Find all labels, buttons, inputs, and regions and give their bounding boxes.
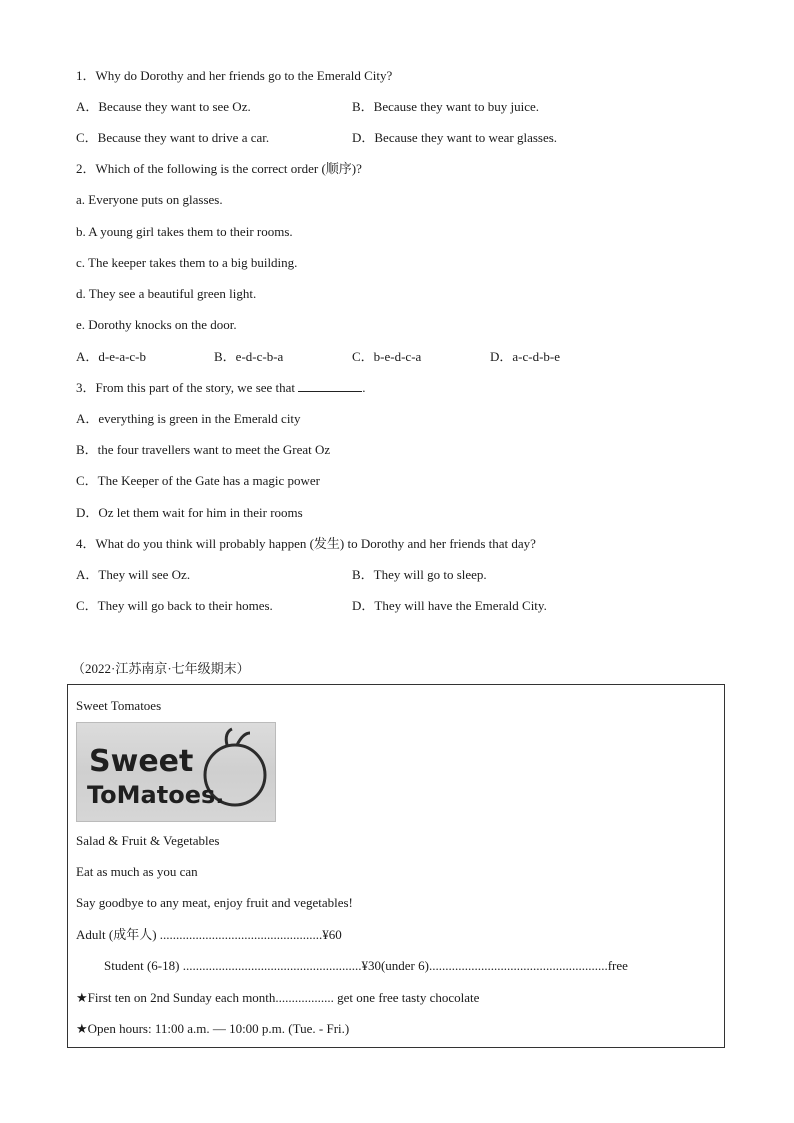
logo-text-tomatoes: ToMatoes. bbox=[87, 781, 225, 809]
ad-title: Sweet Tomatoes bbox=[76, 698, 162, 713]
question-2-event-a: a. Everyone puts on glasses. bbox=[76, 192, 223, 207]
question-3-option-c: C．The Keeper of the Gate has a magic power bbox=[76, 473, 321, 488]
ad-line-salad: Salad & Fruit & Vegetables bbox=[76, 833, 220, 848]
question-2-event-b: b. A young girl takes them to their rooms. bbox=[76, 224, 293, 239]
question-4-option-a: A．They will see Oz. bbox=[76, 567, 191, 582]
ad-offer: ★First ten on 2nd Sunday each month.................. get one free tasty chocolate bbox=[76, 990, 480, 1005]
ad-line-eat: Eat as much as you can bbox=[76, 864, 198, 879]
question-3-stem-text: 3．From this part of the story, we see that bbox=[76, 380, 296, 395]
source-label: （2022·江苏南京·七年级期末） bbox=[72, 661, 250, 676]
question-1-option-b: B．Because they want to buy juice. bbox=[352, 99, 540, 114]
tomato-logo-icon bbox=[77, 723, 277, 823]
question-4-stem: 4．What do you think will probably happen (发生) to Dorothy and her friends that day? bbox=[76, 536, 536, 551]
question-2-option-a: A．d-e-a-c-b bbox=[76, 349, 147, 364]
question-1-option-c: C．Because they want to drive a car. bbox=[76, 130, 270, 145]
question-2-stem: 2．Which of the following is the correct order (顺序)? bbox=[76, 161, 362, 176]
question-4-option-c: C．They will go back to their homes. bbox=[76, 598, 273, 613]
question-3-stem bbox=[76, 380, 366, 396]
sweet-tomatoes-logo bbox=[76, 722, 276, 822]
question-2-event-c: c. The keeper takes them to a big building. bbox=[76, 255, 298, 270]
question-2-option-c: C．b-e-d-c-a bbox=[352, 349, 422, 364]
question-2-option-b: B．e-d-c-b-a bbox=[214, 349, 284, 364]
answer-blank[interactable] bbox=[298, 380, 362, 392]
question-1-option-d: D．Because they want to wear glasses. bbox=[352, 130, 558, 145]
question-2-event-d: d. They see a beautiful green light. bbox=[76, 286, 257, 301]
logo-text-sweet: Sweet bbox=[89, 744, 194, 779]
ad-price-student: Student (6-18) .......................................................¥30(under 6).......................................................free bbox=[104, 958, 628, 973]
question-3-stem-end: . bbox=[362, 380, 366, 395]
question-1-option-a: A．Because they want to see Oz. bbox=[76, 99, 251, 114]
question-4-option-d: D．They will have the Emerald City. bbox=[352, 598, 547, 613]
question-2-option-d: D．a-c-d-b-e bbox=[490, 349, 561, 364]
question-1-stem: 1．Why do Dorothy and her friends go to the Emerald City? bbox=[76, 68, 393, 83]
ad-price-adult: Adult (成年人) ..................................................¥60 bbox=[76, 927, 342, 942]
question-3-option-d: D．Oz let them wait for him in their rooms bbox=[76, 505, 303, 520]
question-4-option-b: B．They will go to sleep. bbox=[352, 567, 487, 582]
question-3-option-b: B．the four travellers want to meet the Great Oz bbox=[76, 442, 331, 457]
ad-line-goodbye: Say goodbye to any meat, enjoy fruit and vegetables! bbox=[76, 895, 353, 910]
question-2-event-e: e. Dorothy knocks on the door. bbox=[76, 317, 237, 332]
question-3-option-a: A．everything is green in the Emerald city bbox=[76, 411, 301, 426]
ad-hours: ★Open hours: 11:00 a.m. — 10:00 p.m. (Tue. - Fri.) bbox=[76, 1021, 350, 1036]
